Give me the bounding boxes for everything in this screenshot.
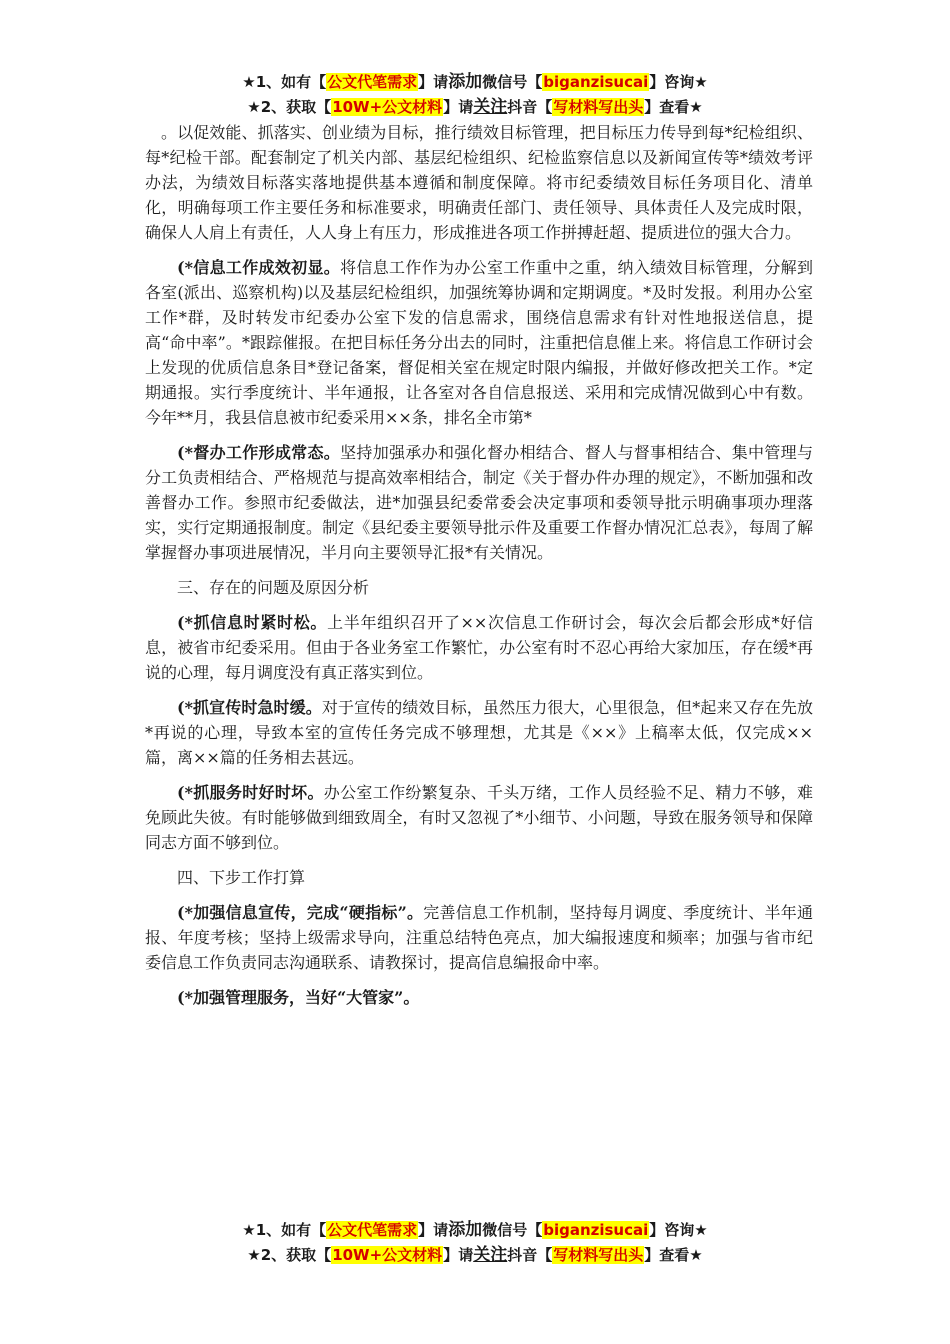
- paragraph-lead: (*抓信息时紧时松。: [177, 613, 328, 632]
- paragraph-lead: (*抓服务时好时坏。: [177, 783, 324, 802]
- document-body: [145, 120, 813, 1020]
- paragraph-information-work: (*信息工作成效初显。将信息工作作为办公室工作重中之重，纳入绩效目标管理，分解到各室(派出、巡察机构)以及基层纪检组织，加强统筹协调和定期调度。*及时发报。利用办公室工作*群，及时转发市纪委办公室下发的信息需求，围绕信息需求有针对性地报送信息，提高“命中率”。*跟踪催报。在把目标任务分出去的同时，注重把信息催上来。将信息工作研讨会上发现的优质信息条目*登记备案，督促相关室在规定时限内编报，并做好修改把关工作。*定期通报。实行季度统计、半年通报，让各室对各自信息报送、采用和完成情况做到心中有数。今年**月，我县信息被市纪委采用××条，排名全市第*: [145, 258, 813, 427]
- paragraph-performance-management: 。以促效能、抓落实、创业绩为目标，推行绩效目标管理，把目标压力传导到每*纪检组织、每*纪检干部。配套制定了机关内部、基层纪检组织、纪检监察信息以及新闻宣传等*绩效考评办法，为绩效目标落实落地提供基本遵循和制度保障。将市纪委绩效目标任务项目化、清单化，明确每项工作主要任务和标准要求，明确责任部门、责任领导、具体责任人及完成时限，确保人人肩上有责任，人人身上有压力，形成推进各项工作拼搏赶超、提质进位的强大合力。: [145, 123, 813, 242]
- paragraph-lead: (*加强信息宣传，完成“硬指标”。: [177, 903, 424, 922]
- paragraph-service-inconsistent: (*抓服务时好时坏。办公室工作纷繁复杂、千头万绪，工作人员经验不足、精力不够，难免顾此失彼。有时能够做到细致周全，有时又忽视了*小细节、小问题，导致在服务领导和保障同志方面不够到位。: [145, 783, 813, 852]
- highlight-wechat-id: biganzisucai: [543, 1221, 649, 1239]
- banner-line-1: ★1、如有【公文代笔需求】请添加微信号【biganzisucai】咨询★: [242, 72, 708, 92]
- highlight-writing-service: 公文代笔需求: [327, 73, 418, 91]
- section-heading-next-steps: 四、下步工作打算: [177, 868, 306, 887]
- paragraph-lead: (*督办工作形成常态。: [177, 443, 341, 462]
- bottom-banner: [0, 1218, 950, 1268]
- paragraph-information-inconsistent: (*抓信息时紧时松。上半年组织召开了××次信息工作研讨会，每次会后都会形成*好信息，被省市纪委采用。但由于各业务室工作繁忙，办公室有时不忍心再给大家加压，存在缓*再说的心理，每月调度没有真正落实到位。: [145, 613, 813, 682]
- banner-line-2: ★2、获取【10W+公文材料】请关注抖音【写材料写出头】查看★: [247, 97, 703, 117]
- banner-line-1: ★1、如有【公文代笔需求】请添加微信号【biganzisucai】咨询★: [242, 1220, 708, 1240]
- paragraph-lead: (*信息工作成效初显。: [177, 258, 341, 277]
- banner-line-2: ★2、获取【10W+公文材料】请关注抖音【写材料写出头】查看★: [247, 1245, 703, 1265]
- paragraph-supervision-work: (*督办工作形成常态。坚持加强承办和强化督办相结合、督人与督事相结合、集中管理与分工负责相结合、严格规范与提高效率相结合，制定《关于督办件办理的规定》，不断加强和改善督办工作。参照市纪委做法，进*加强县纪委常委会决定事项和委领导批示明确事项办理落实，实行定期通报制度。制定《县纪委主要领导批示件及重要工作督办情况汇总表》，每周了解掌握督办事项进展情况，半月向主要领导汇报*有关情况。: [145, 443, 813, 562]
- highlight-writing-service: 公文代笔需求: [327, 1221, 418, 1239]
- paragraph-lead: (*抓宣传时急时缓。: [177, 698, 322, 717]
- paragraph-strengthen-information: (*加强信息宣传，完成“硬指标”。完善信息工作机制，坚持每月调度、季度统计、半年通报、年度考核；坚持上级需求导向，注重总结特色亮点，加大编报速度和频率；加强与省市纪委信息工作负责同志沟通联系、请教探讨，提高信息编报命中率。: [145, 903, 813, 972]
- top-banner: [0, 70, 950, 120]
- highlight-materials: 10W+公文材料: [332, 1246, 443, 1264]
- section-heading-problems: 三、存在的问题及原因分析: [177, 578, 370, 597]
- paragraph-strengthen-management: [145, 985, 813, 1010]
- paragraph-lead: (*加强管理服务，当好“大管家”。: [177, 988, 420, 1007]
- paragraph-publicity-inconsistent: (*抓宣传时急时缓。对于宣传的绩效目标，虽然压力很大，心里很急，但*起来又存在先放*再说的心理，导致本室的宣传任务完成不够理想，尤其是《××》上稿率太低，仅完成××篇，离××篇的任务相去甚远。: [145, 698, 813, 767]
- highlight-materials: 10W+公文材料: [332, 98, 443, 116]
- highlight-wechat-id: biganzisucai: [543, 73, 649, 91]
- highlight-douyin-account: 写材料写出头: [553, 98, 644, 116]
- highlight-douyin-account: 写材料写出头: [553, 1246, 644, 1264]
